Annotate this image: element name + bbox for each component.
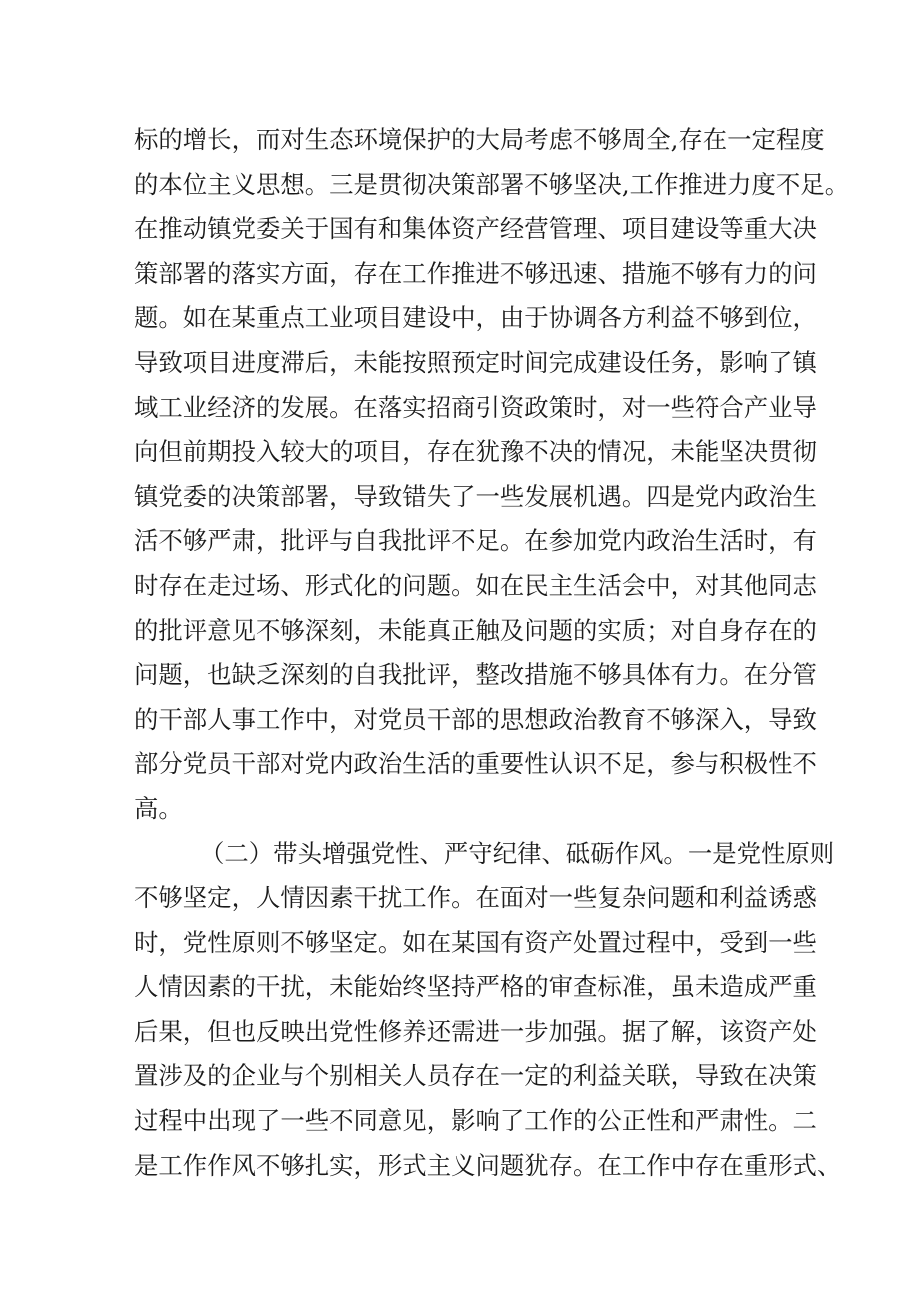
- text-line: 的本位主义思想。三是贯彻决策部署不够坚决,工作推进力度不足。: [134, 169, 850, 199]
- text-line: 镇党委的决策部署，导致错失了一些发展机遇。四是党内政治生: [134, 481, 817, 511]
- text-line: 题。如在某重点工业项目建设中，由于协调各方利益不够到位，: [134, 303, 817, 333]
- text-line: 活不够严肃，批评与自我批评不足。在参加党内政治生活时，有: [134, 526, 817, 556]
- section-heading-line: （二）带头增强党性、严守纪律、砥砺作风。一是党性原则: [200, 838, 835, 868]
- text-line: 置涉及的企业与个别相关人员存在一定的利益关联，导致在决策: [134, 1061, 817, 1091]
- text-line: 域工业经济的发展。在落实招商引资政策时，对一些符合产业导: [134, 392, 817, 422]
- text-line: 过程中出现了一些不同意见，影响了工作的公正性和严肃性。二: [134, 1106, 817, 1136]
- text-line: 不够坚定，人情因素干扰工作。在面对一些复杂问题和利益诱惑: [134, 883, 817, 913]
- text-line: 向但前期投入较大的项目，存在犹豫不决的情况，未能坚决贯彻: [134, 437, 817, 467]
- text-line: 部分党员干部对党内政治生活的重要性认识不足，参与积极性不: [134, 749, 817, 779]
- text-line: 策部署的落实方面，存在工作推进不够迅速、措施不够有力的问: [134, 258, 817, 288]
- body-text: [134, 118, 850, 1188]
- text-line: 后果，但也反映出党性修养还需进一步加强。据了解，该资产处: [134, 1016, 817, 1046]
- text-line: 在推动镇党委关于国有和集体资产经营管理、项目建设等重大决: [134, 214, 817, 244]
- text-line: 高。: [134, 793, 183, 823]
- text-line: 时存在走过场、形式化的问题。如在民主生活会中，对其他同志: [134, 570, 817, 600]
- text-line: 是工作作风不够扎实，形式主义问题犹存。在工作中存在重形式、: [134, 1150, 842, 1180]
- text-line: 时，党性原则不够坚定。如在某国有资产处置过程中，受到一些: [134, 927, 817, 957]
- text-line: 标的增长，而对生态环境保护的大局考虑不够周全,存在一定程度: [134, 125, 825, 154]
- text-line: 问题，也缺乏深刻的自我批评，整改措施不够具体有力。在分管: [134, 660, 817, 690]
- text-line: 人情因素的干扰，未能始终坚持严格的审查标准，虽未造成严重: [134, 972, 817, 1002]
- text-line: 的干部人事工作中，对党员干部的思想政治教育不够深入，导致: [134, 704, 817, 734]
- text-line: 导致项目进度滞后，未能按照预定时间完成建设任务，影响了镇: [134, 347, 817, 377]
- text-line: 的批评意见不够深刻，未能真正触及问题的实质；对自身存在的: [134, 615, 817, 645]
